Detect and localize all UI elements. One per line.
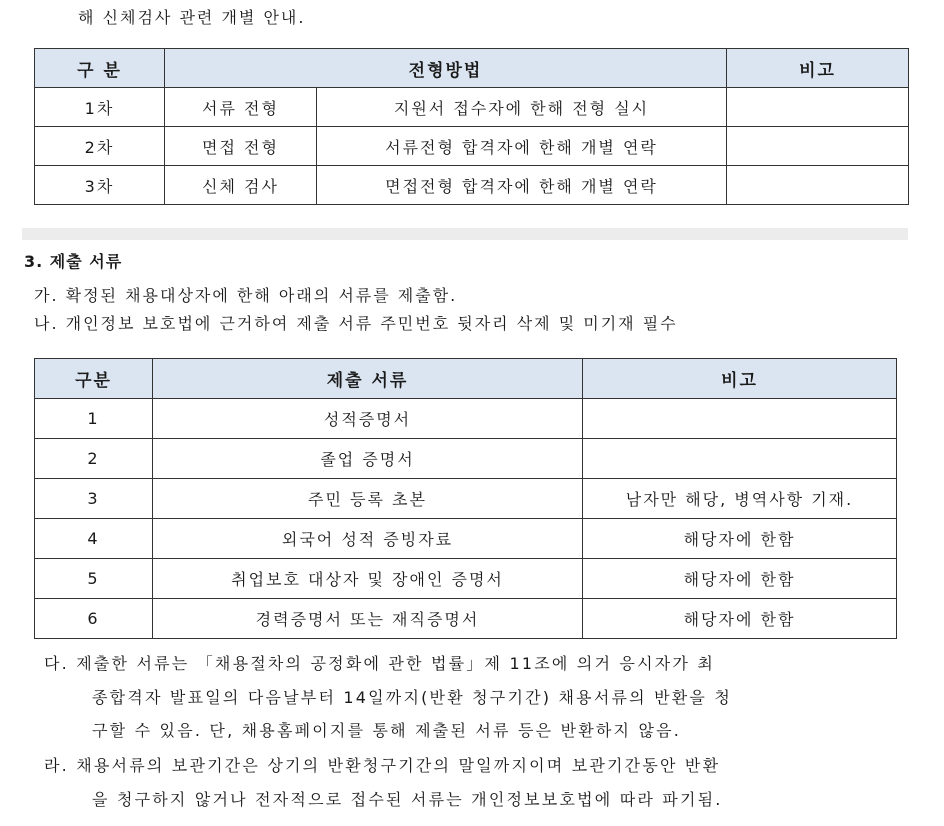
list-item-ra-line-1: 라. 채용서류의 보관기간은 상기의 반환청구기간의 말일까지이며 보관기간동안 반환 (44, 756, 721, 775)
document-cell: 성적증명서 (153, 399, 583, 439)
list-item-na: 나. 개인정보 보호법에 근거하여 제출 서류 주민번호 뒷자리 삭제 및 미기재 필수 (34, 314, 678, 333)
selection-method-table (34, 48, 909, 205)
list-item-ra-line-2: 을 청구하지 않거나 전자적으로 접수된 서류는 개인정보보호법에 따라 파기됨. (92, 790, 723, 809)
header-category: 구 분 (35, 49, 165, 88)
number-cell: 3 (35, 479, 153, 519)
round-cell: 2차 (35, 127, 165, 166)
list-item-da-line-2: 종합격자 발표일의 다음날부터 14일까지(반환 청구기간) 채용서류의 반환을 청 (92, 688, 732, 707)
header-document: 제출 서류 (153, 359, 583, 399)
header-note: 비고 (583, 359, 897, 399)
note-cell: 해당자에 한함 (583, 599, 897, 639)
description-cell: 지원서 접수자에 한해 전형 실시 (317, 88, 727, 127)
document-cell: 외국어 성적 증빙자료 (153, 519, 583, 559)
number-cell: 6 (35, 599, 153, 639)
header-method: 전형방법 (165, 49, 727, 88)
table-row (35, 166, 909, 205)
table-row (35, 599, 897, 639)
section-title: 3. 제출 서류 (24, 252, 123, 271)
list-item-ga: 가. 확정된 채용대상자에 한해 아래의 서류를 제출함. (34, 286, 458, 305)
list-item-da-line-3: 구할 수 있음. 단, 채용홈페이지를 통해 제출된 서류 등은 반환하지 않음. (92, 721, 682, 740)
number-cell: 4 (35, 519, 153, 559)
note-cell (727, 166, 909, 205)
description-cell: 면접전형 합격자에 한해 개별 연락 (317, 166, 727, 205)
description-cell: 서류전형 합격자에 한해 개별 연락 (317, 127, 727, 166)
stage-cell: 면접 전형 (165, 127, 317, 166)
documents-table (34, 358, 897, 639)
document-cell: 주민 등록 초본 (153, 479, 583, 519)
note-cell (583, 399, 897, 439)
table-row (35, 399, 897, 439)
number-cell: 2 (35, 439, 153, 479)
number-cell: 5 (35, 559, 153, 599)
header-no: 구분 (35, 359, 153, 399)
stage-cell: 신체 검사 (165, 166, 317, 205)
table-row (35, 127, 909, 166)
document-cell: 경력증명서 또는 재직증명서 (153, 599, 583, 639)
section-divider (22, 228, 908, 240)
note-cell: 해당자에 한함 (583, 559, 897, 599)
note-cell (727, 88, 909, 127)
note-cell: 남자만 해당, 병역사항 기재. (583, 479, 897, 519)
note-cell: 해당자에 한함 (583, 519, 897, 559)
document-cell: 졸업 증명서 (153, 439, 583, 479)
table-header-row (35, 49, 909, 88)
number-cell: 1 (35, 399, 153, 439)
document-cell: 취업보호 대상자 및 장애인 증명서 (153, 559, 583, 599)
note-cell (727, 127, 909, 166)
table-row (35, 88, 909, 127)
note-cell (583, 439, 897, 479)
list-item-da-line-1: 다. 제출한 서류는 「채용절차의 공정화에 관한 법률」제 11조에 의거 응시자가 최 (44, 654, 715, 673)
stage-cell: 서류 전형 (165, 88, 317, 127)
table-row (35, 559, 897, 599)
table-row (35, 439, 897, 479)
table-row (35, 519, 897, 559)
table-row (35, 479, 897, 519)
round-cell: 1차 (35, 88, 165, 127)
intro-text: 해 신체검사 관련 개별 안내. (78, 8, 306, 27)
header-note: 비고 (727, 49, 909, 88)
round-cell: 3차 (35, 166, 165, 205)
table-header-row (35, 359, 897, 399)
